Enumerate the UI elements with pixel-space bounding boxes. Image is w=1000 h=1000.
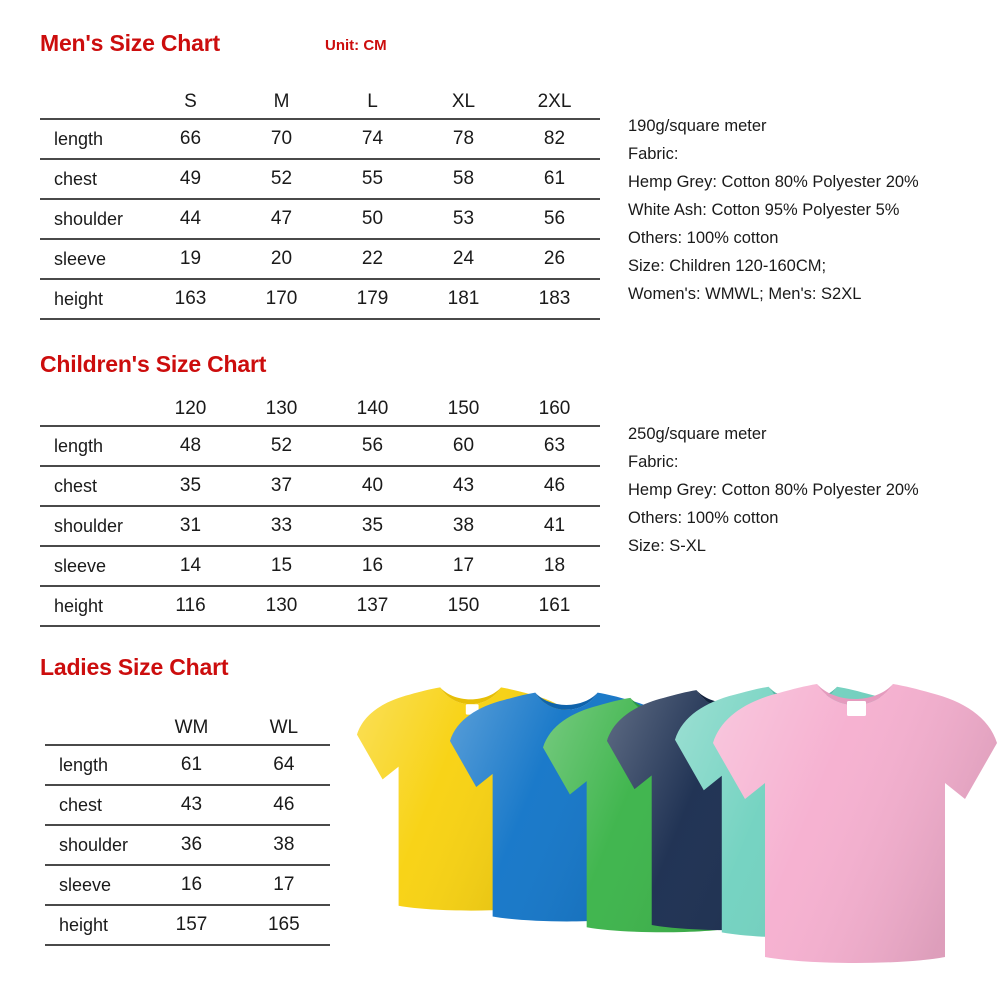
childrens-size-table — [40, 393, 600, 627]
mens-size-table — [40, 86, 600, 320]
tshirt-lineup-photo — [355, 665, 1000, 1000]
table-cell: 16 — [327, 546, 418, 586]
info-line: Women's: WMWL; Men's: S2XL — [628, 285, 862, 303]
mens-fabric-info — [628, 112, 988, 308]
table-cell: 49 — [145, 159, 236, 199]
column-header: 2XL — [537, 91, 572, 112]
row-label: shoulder — [40, 506, 145, 546]
table-cell: 58 — [418, 159, 509, 199]
row-label: chest — [45, 785, 145, 825]
ladies-size-table — [45, 712, 330, 946]
table-cell: 43 — [145, 785, 237, 825]
table-cell: 19 — [145, 239, 236, 279]
column-header: L — [367, 91, 378, 112]
table-row — [40, 119, 600, 159]
table-cell: 26 — [509, 239, 600, 279]
table-cell: 56 — [327, 426, 418, 466]
table-cell: 44 — [145, 199, 236, 239]
table-cell: 22 — [327, 239, 418, 279]
table-cell: 20 — [236, 239, 327, 279]
row-label: height — [45, 905, 145, 945]
table-cell: 38 — [238, 825, 330, 865]
info-line: 250g/square meter — [628, 425, 767, 443]
table-cell: 61 — [145, 745, 237, 785]
column-header: 120 — [174, 398, 207, 419]
table-cell: 181 — [418, 279, 509, 319]
row-label: length — [40, 426, 145, 466]
table-cell: 36 — [145, 825, 237, 865]
table-row — [45, 865, 330, 905]
table-cell: 18 — [509, 546, 600, 586]
table-row — [40, 466, 600, 506]
row-label: height — [40, 279, 145, 319]
column-header: S — [184, 91, 197, 112]
table-cell: 15 — [236, 546, 327, 586]
table-cell: 24 — [418, 239, 509, 279]
table-cell: 78 — [418, 119, 509, 159]
table-cell: 60 — [418, 426, 509, 466]
table-row — [45, 825, 330, 865]
table-cell: 66 — [145, 119, 236, 159]
table-row — [40, 279, 600, 319]
row-label: sleeve — [40, 546, 145, 586]
info-line: Size: S-XL — [628, 537, 706, 555]
table-cell: 31 — [145, 506, 236, 546]
table-row — [40, 506, 600, 546]
table-row — [40, 586, 600, 626]
table-cell: 17 — [238, 865, 330, 905]
column-header: 150 — [447, 398, 480, 419]
info-line: White Ash: Cotton 95% Polyester 5% — [628, 201, 900, 219]
table-cell: 41 — [509, 506, 600, 546]
neck-label-icon — [847, 701, 866, 716]
info-line: Fabric: — [628, 453, 679, 471]
row-label: shoulder — [40, 199, 145, 239]
childrens-size-chart-title: Children's Size Chart — [40, 351, 267, 377]
table-cell: 46 — [238, 785, 330, 825]
table-row — [40, 546, 600, 586]
info-line: Size: Children 120-160CM; — [628, 257, 827, 275]
table-cell: 47 — [236, 199, 327, 239]
row-label: sleeve — [40, 239, 145, 279]
table-cell: 37 — [236, 466, 327, 506]
table-row — [45, 745, 330, 785]
table-cell: 48 — [145, 426, 236, 466]
column-header: 140 — [356, 398, 389, 419]
table-cell: 56 — [509, 199, 600, 239]
row-label: chest — [40, 466, 145, 506]
table-row — [45, 905, 330, 945]
row-label: sleeve — [45, 865, 145, 905]
column-header: WM — [174, 717, 209, 738]
table-row — [40, 426, 600, 466]
table-row — [40, 239, 600, 279]
row-label: height — [40, 586, 145, 626]
table-cell: 50 — [327, 199, 418, 239]
table-cell: 74 — [327, 119, 418, 159]
table-cell: 183 — [509, 279, 600, 319]
table-cell: 35 — [145, 466, 236, 506]
tshirt-lineup-svg — [355, 665, 1000, 1000]
info-line: Fabric: — [628, 145, 679, 163]
table-cell: 14 — [145, 546, 236, 586]
table-cell: 70 — [236, 119, 327, 159]
table-cell: 43 — [418, 466, 509, 506]
table-cell: 161 — [509, 586, 600, 626]
table-cell: 55 — [327, 159, 418, 199]
table-cell: 157 — [145, 905, 237, 945]
table-cell: 53 — [418, 199, 509, 239]
table-cell: 64 — [238, 745, 330, 785]
info-line: Others: 100% cotton — [628, 229, 779, 247]
table-cell: 38 — [418, 506, 509, 546]
column-header: 160 — [538, 398, 571, 419]
info-line: Hemp Grey: Cotton 80% Polyester 20% — [628, 173, 919, 191]
row-label: length — [40, 119, 145, 159]
info-line: 190g/square meter — [628, 117, 767, 135]
table-corner-cell — [40, 86, 145, 119]
table-cell: 52 — [236, 159, 327, 199]
table-cell: 82 — [509, 119, 600, 159]
mens-size-chart-title: Men's Size Chart — [40, 30, 220, 56]
table-cell: 63 — [509, 426, 600, 466]
column-header: WL — [269, 717, 299, 738]
table-corner-cell — [40, 393, 145, 426]
row-label: chest — [40, 159, 145, 199]
ladies-size-chart-title: Ladies Size Chart — [40, 654, 229, 680]
info-line: Others: 100% cotton — [628, 509, 779, 527]
column-header: M — [273, 91, 290, 112]
row-label: length — [45, 745, 145, 785]
table-cell: 163 — [145, 279, 236, 319]
table-header-row — [40, 86, 600, 119]
table-cell: 116 — [145, 586, 236, 626]
table-cell: 61 — [509, 159, 600, 199]
table-row — [40, 199, 600, 239]
table-cell: 46 — [509, 466, 600, 506]
table-header-row — [40, 393, 600, 426]
table-cell: 179 — [327, 279, 418, 319]
column-header: XL — [451, 91, 476, 112]
table-corner-cell — [45, 712, 145, 745]
table-cell: 33 — [236, 506, 327, 546]
info-line: Hemp Grey: Cotton 80% Polyester 20% — [628, 481, 919, 499]
table-row — [40, 159, 600, 199]
table-cell: 40 — [327, 466, 418, 506]
table-cell: 35 — [327, 506, 418, 546]
table-cell: 130 — [236, 586, 327, 626]
table-cell: 170 — [236, 279, 327, 319]
table-cell: 137 — [327, 586, 418, 626]
table-row — [45, 785, 330, 825]
row-label: shoulder — [45, 825, 145, 865]
column-header: 130 — [265, 398, 298, 419]
childrens-fabric-info — [628, 420, 988, 560]
table-cell: 150 — [418, 586, 509, 626]
table-cell: 52 — [236, 426, 327, 466]
table-cell: 16 — [145, 865, 237, 905]
table-header-row — [45, 712, 330, 745]
table-cell: 165 — [238, 905, 330, 945]
table-cell: 17 — [418, 546, 509, 586]
unit-label: Unit: CM — [325, 37, 387, 54]
